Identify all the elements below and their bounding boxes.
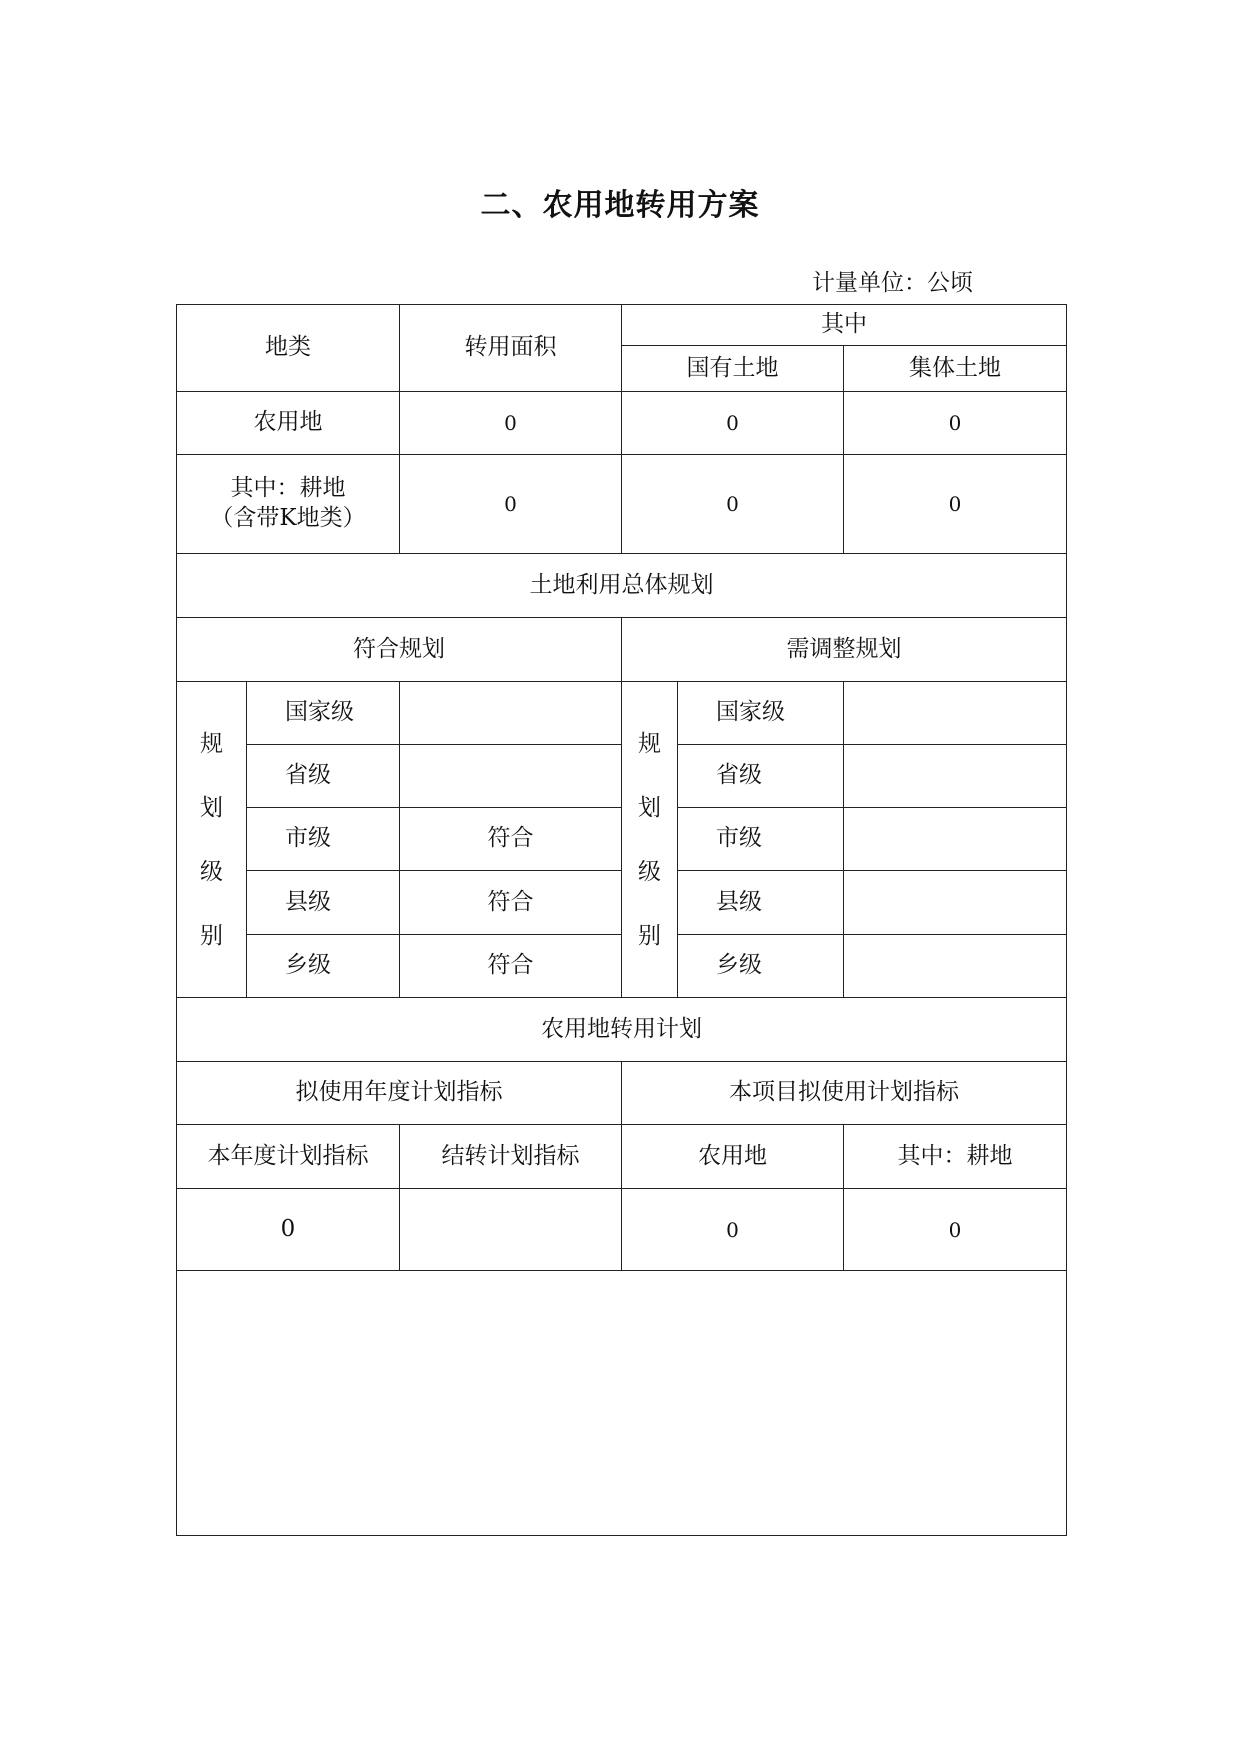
level-char: 规 xyxy=(200,730,223,757)
level-char: 别 xyxy=(200,922,223,949)
header-collective-land: 集体土地 xyxy=(844,346,1067,392)
arable-label xyxy=(177,455,400,554)
project-arable-heading: 其中：耕地 xyxy=(844,1125,1067,1189)
comply-level-township: 乡级 xyxy=(247,935,400,998)
unit-label: 计量单位：公顷 xyxy=(812,270,973,296)
header-of-which: 其中 xyxy=(622,305,1067,346)
comply-plan-heading: 符合规划 xyxy=(177,618,622,682)
adjust-value-county xyxy=(844,871,1067,935)
farmland-label: 农用地 xyxy=(177,392,400,455)
annual-indicator-heading: 拟使用年度计划指标 xyxy=(177,1062,622,1125)
project-indicator-heading: 本项目拟使用计划指标 xyxy=(622,1062,1067,1125)
table-row-farmland xyxy=(177,392,1067,455)
level-char: 划 xyxy=(638,794,661,821)
conversion-table xyxy=(176,304,1067,1536)
remarks-area xyxy=(177,1271,1067,1536)
adjust-value-national xyxy=(844,682,1067,745)
header-state-land: 国有土地 xyxy=(622,346,844,392)
adjust-value-municipal xyxy=(844,808,1067,871)
project-farmland-value: 0 xyxy=(622,1189,844,1271)
adjust-level-municipal: 市级 xyxy=(678,808,844,871)
comply-level-county: 县级 xyxy=(247,871,400,935)
header-area: 转用面积 xyxy=(400,305,622,392)
adjust-level-provincial: 省级 xyxy=(678,745,844,808)
comply-value-township: 符合 xyxy=(400,935,622,998)
adjust-level-label xyxy=(622,682,678,998)
farmland-area: 0 xyxy=(400,392,622,455)
adjust-level-county: 县级 xyxy=(678,871,844,935)
adjust-level-national: 国家级 xyxy=(678,682,844,745)
arable-label-line2: （含带K地类） xyxy=(210,505,366,531)
adjust-plan-heading: 需调整规划 xyxy=(622,618,1067,682)
comply-value-national xyxy=(400,682,622,745)
page-title: 二、农用地转用方案 xyxy=(480,188,760,223)
arable-state: 0 xyxy=(622,455,844,554)
comply-value-provincial xyxy=(400,745,622,808)
arable-label-line1: 其中：耕地 xyxy=(230,475,346,502)
arable-area: 0 xyxy=(400,455,622,554)
table-row-level-national xyxy=(177,682,1067,745)
farmland-state: 0 xyxy=(622,392,844,455)
adjust-value-provincial xyxy=(844,745,1067,808)
farmland-collective: 0 xyxy=(844,392,1067,455)
level-char: 级 xyxy=(638,858,661,885)
table-row-arable xyxy=(177,455,1067,554)
comply-level-municipal: 市级 xyxy=(247,808,400,871)
arable-collective: 0 xyxy=(844,455,1067,554)
project-arable-value: 0 xyxy=(844,1189,1067,1271)
comply-level-label xyxy=(177,682,247,998)
adjust-value-township xyxy=(844,935,1067,998)
level-char: 规 xyxy=(638,730,661,757)
comply-level-national: 国家级 xyxy=(247,682,400,745)
level-char: 别 xyxy=(638,922,661,949)
carry-over-indicator-heading: 结转计划指标 xyxy=(400,1125,622,1189)
table-row-indicator-values xyxy=(177,1189,1067,1271)
project-farmland-heading: 农用地 xyxy=(622,1125,844,1189)
this-year-indicator-heading: 本年度计划指标 xyxy=(177,1125,400,1189)
comply-level-provincial: 省级 xyxy=(247,745,400,808)
comply-value-county: 符合 xyxy=(400,871,622,935)
conversion-plan-title: 农用地转用计划 xyxy=(177,998,1067,1062)
master-plan-title: 土地利用总体规划 xyxy=(177,554,1067,618)
header-land-type: 地类 xyxy=(177,305,400,392)
comply-value-municipal: 符合 xyxy=(400,808,622,871)
level-char: 级 xyxy=(200,858,223,885)
adjust-level-township: 乡级 xyxy=(678,935,844,998)
this-year-indicator-value: 0 xyxy=(177,1189,400,1271)
level-char: 划 xyxy=(200,794,223,821)
carry-over-indicator-value xyxy=(400,1189,622,1271)
